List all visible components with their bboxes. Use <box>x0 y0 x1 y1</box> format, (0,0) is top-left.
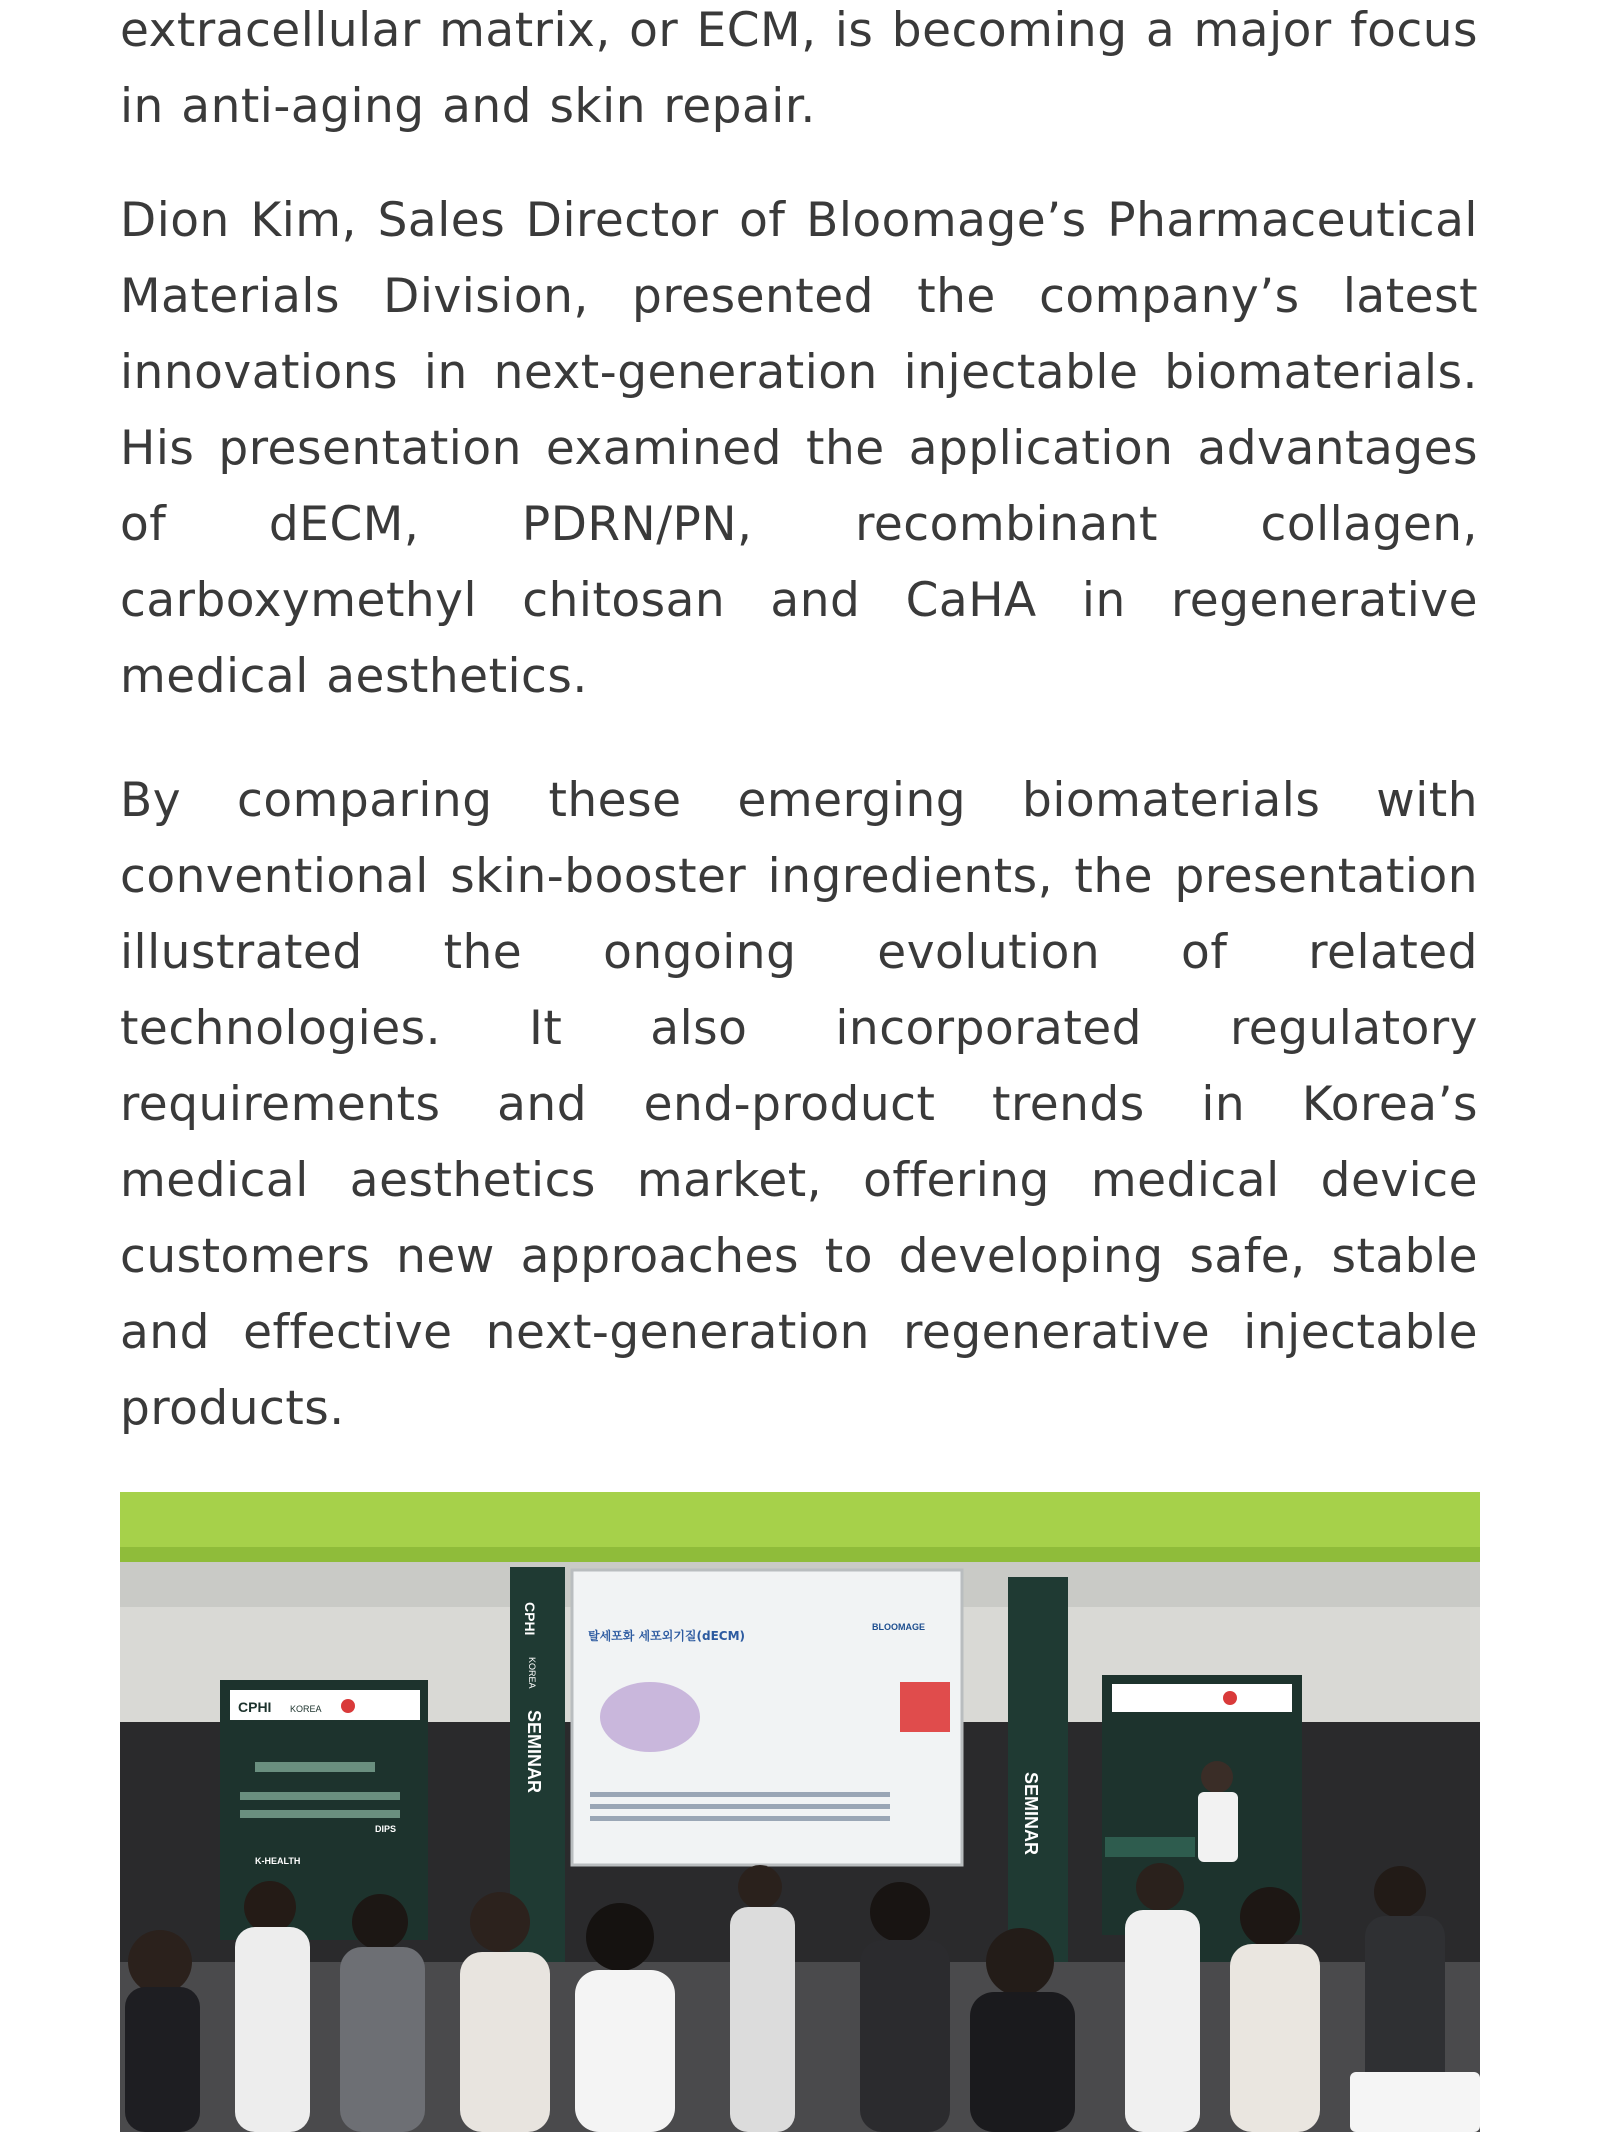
projector <box>1350 2072 1480 2132</box>
projection-screen <box>572 1570 962 1865</box>
right-seminar-banner <box>1008 1577 1068 1987</box>
backdrop-korea-label: KOREA <box>290 1704 322 1714</box>
paragraph-comparison: By comparing these emerging biomaterials with conventional skin-booster ingredients, the presentation illustrated the ongoing evolution of related technologies. It also incorporated regulatory requirements and end-product trends in Korea’s medical aesthetics market, offering medical device customers new approaches to developing safe, stable and effective next-generation regenerative injectable products. <box>120 773 1478 1436</box>
slide-title: 탈세포화 세포외기질(dECM) <box>588 1629 746 1643</box>
slide-brand: BLOOMAGE <box>872 1622 925 1632</box>
paragraph-dion-kim: Dion Kim, Sales Director of Bloomage’s Pharmaceutical Materials Division, presented the company’s latest innovations in next-generation injectable biomaterials. His presentation examined the application advantages of dECM, PDRN/PN, recombinant collagen, carboxymethyl chitosan and CaHA in regenerative medical aesthetics. <box>120 193 1478 704</box>
banner-seminar-text: SEMINAR <box>524 1710 544 1794</box>
backdrop-dips-label: DIPS <box>375 1824 397 1834</box>
backdrop-khealth-label: K-HEALTH <box>255 1856 301 1866</box>
seminar-photo-illustration <box>120 1492 1480 2132</box>
speaker-head <box>1201 1761 1233 1793</box>
banner-cphi-logo: CPHI <box>522 1602 538 1636</box>
slide-product-image <box>900 1682 950 1732</box>
sponsor-dot-icon <box>341 1699 355 1713</box>
paragraph-ecm-intro: extracellular matrix, or ECM, is becoming a major focus in anti-aging and skin repair. <box>120 3 1478 134</box>
seminar-photo <box>120 1492 1480 2132</box>
speaker-body <box>1198 1792 1238 1862</box>
slide-cell-image <box>600 1682 700 1752</box>
banner-korea-label: KOREA <box>527 1657 537 1689</box>
sponsor-dot-icon-right <box>1223 1691 1237 1705</box>
banner-seminar-text-right: SEMINAR <box>1021 1772 1041 1856</box>
backdrop-cphi-logo: CPHI <box>238 1699 272 1715</box>
